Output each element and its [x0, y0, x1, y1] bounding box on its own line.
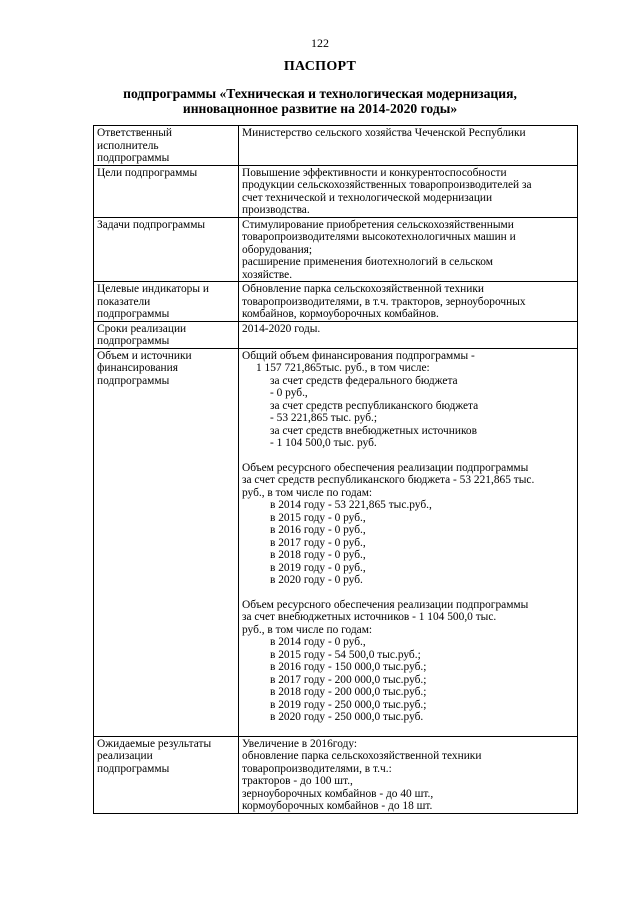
- row-value-line: Стимулирование приобретения сельскохозяйственными: [242, 218, 514, 231]
- row-label-line: подпрограммы: [97, 762, 170, 775]
- paragraph-gap: [242, 587, 574, 599]
- row-value-line: в 2014 году - 0 руб.,: [270, 636, 366, 648]
- row-label-cell: [94, 282, 239, 322]
- passport-row: [94, 126, 578, 166]
- subtitle-line: инновацнонное развитие на 2014-2020 годы»: [182, 101, 458, 116]
- row-value-line: за счет внебюджетных источников - 1 104 500,0 тыс.: [242, 611, 497, 623]
- row-value-line: - 53 221,865 тыс. руб.;: [270, 412, 378, 424]
- row-value-line: Объем ресурсного обеспечения реализации подпрограммы: [242, 598, 529, 611]
- row-value-line: за счет средств республиканского бюджета: [270, 399, 479, 412]
- row-value-line: расширение применения биотехнологий в сельском: [242, 256, 493, 268]
- passport-row: [94, 736, 578, 813]
- row-value-line: в 2014 году - 53 221,865 тыс.руб.,: [270, 499, 432, 511]
- document-subtitle: [70, 86, 570, 116]
- passport-row: [94, 348, 578, 736]
- passport-table-body: [94, 126, 578, 814]
- row-label-line: Сроки реализации: [97, 322, 187, 335]
- row-value-line: в 2018 году - 0 руб.,: [270, 549, 366, 561]
- row-value-cell: [239, 321, 578, 348]
- row-value-line: - 0 руб.,: [270, 387, 308, 399]
- subtitle-line: подпрограммы «Техническая и технологическая модернизация,: [123, 86, 517, 101]
- row-value-line: Повышение эффективности и конкурентоспособности: [242, 166, 507, 179]
- row-label-cell: [94, 165, 239, 217]
- row-value-line: в 2016 году - 0 руб.,: [270, 524, 366, 536]
- row-value-line: Обновление парка сельскохозяйственной техники: [242, 283, 484, 295]
- row-value-line: 1 157 721,865тыс. руб., в том числе:: [256, 362, 430, 374]
- row-value-line: руб., в том числе по годам:: [242, 486, 373, 499]
- row-value-line: в 2020 году - 250 000,0 тыс.руб.: [270, 711, 424, 723]
- row-value-line: Объем ресурсного обеспечения реализации подпрограммы: [242, 461, 529, 474]
- passport-row: [94, 282, 578, 322]
- row-value-line: продукции сельскохозяйственных товаропроизводителей за: [242, 179, 532, 191]
- row-label-line: Объем и источники: [97, 349, 192, 362]
- row-value-cell: [239, 126, 578, 166]
- row-label-line: подпрограммы: [97, 335, 170, 347]
- row-value-cell: [239, 217, 578, 282]
- row-label-line: финансирования: [97, 362, 178, 374]
- page-number: 122: [311, 36, 329, 50]
- row-label-cell: [94, 736, 239, 813]
- row-label-line: подпрограммы: [97, 152, 170, 164]
- row-value-line: за счет средств федерального бюджета: [270, 374, 458, 387]
- passport-row: [94, 217, 578, 282]
- row-label-line: Целевые индикаторы и: [97, 283, 209, 295]
- row-value-line: кормоуборочных комбайнов - до 18 шт.: [242, 800, 433, 812]
- row-label-line: Ожидаемые результаты: [97, 737, 212, 750]
- row-label-line: подпрограммы: [97, 308, 170, 320]
- row-value-line: товаропроизводителями, в т.ч. тракторов, зерноуборочных: [242, 295, 526, 308]
- passport-table: [93, 125, 578, 814]
- row-label-cell: [94, 321, 239, 348]
- row-label-line: исполнитель: [97, 139, 159, 152]
- row-value-line: в 2018 году - 200 000,0 тыс.руб.;: [270, 686, 427, 698]
- row-value-line: счет технической и технологической модернизации: [242, 191, 493, 204]
- row-value-cell: [239, 736, 578, 813]
- row-value-line: комбайнов, кормоуборочных комбайнов.: [242, 308, 439, 320]
- row-label-cell: [94, 348, 239, 736]
- row-label-line: Задачи подпрограммы: [97, 218, 206, 231]
- row-value-line: Министерство сельского хозяйства Чеченской Республики: [242, 127, 526, 139]
- row-value-line: в 2019 году - 0 руб.,: [270, 561, 366, 574]
- row-label-line: реализации: [97, 750, 153, 762]
- row-label-cell: [94, 126, 239, 166]
- row-label-line: подпрограммы: [97, 374, 170, 387]
- row-value-line: за счет средств внебюджетных источников: [270, 424, 477, 437]
- row-value-line: 2014-2020 годы.: [242, 322, 321, 335]
- row-value-line: обновление парка сельскохозяйственной техники: [242, 750, 482, 762]
- row-value-line: зерноуборочных комбайнов - до 40 шт.,: [242, 787, 434, 800]
- row-label-line: Ответственный: [97, 127, 173, 139]
- passport-row: [94, 321, 578, 348]
- row-value-line: товаропроизводителями, в т.ч.:: [242, 762, 392, 775]
- row-value-line: оборудования;: [242, 243, 313, 256]
- row-value-line: за счет средств республиканского бюджета - 53 221,865 тыс.: [242, 474, 535, 486]
- row-value-line: в 2017 году - 0 руб.,: [270, 536, 366, 549]
- row-label-line: Цели подпрограммы: [97, 166, 198, 179]
- row-value-line: тракторов - до 100 шт.,: [242, 775, 353, 787]
- row-value-line: производства.: [242, 204, 310, 216]
- row-value-cell: [239, 165, 578, 217]
- row-value-line: в 2015 году - 0 руб.,: [270, 511, 366, 524]
- row-value-line: в 2017 году - 200 000,0 тыс.руб.;: [270, 673, 427, 686]
- row-label-line: показатели: [97, 295, 151, 308]
- row-value-line: руб., в том числе по годам:: [242, 623, 373, 636]
- row-value-cell: [239, 282, 578, 322]
- row-value-line: хозяйстве.: [242, 268, 293, 281]
- passport-row: [94, 165, 578, 217]
- row-value-line: Увеличение в 2016году:: [242, 737, 358, 750]
- row-value-line: в 2020 году - 0 руб.: [270, 574, 363, 586]
- paragraph-gap: [242, 450, 574, 462]
- row-label-cell: [94, 217, 239, 282]
- row-value-line: Общий объем финансирования подпрограммы -: [242, 349, 475, 362]
- document-title: ПАСПОРТ: [283, 59, 357, 74]
- row-value-line: товаропроизводителями высокотехнологичных машин и: [242, 231, 516, 243]
- row-value-cell: [239, 348, 578, 736]
- row-value-line: - 1 104 500,0 тыс. руб.: [270, 437, 377, 449]
- row-value-line: в 2015 году - 54 500,0 тыс.руб.;: [270, 648, 421, 661]
- row-value-line: в 2019 году - 250 000,0 тыс.руб.;: [270, 698, 427, 711]
- row-value-line: в 2016 году - 150 000,0 тыс.руб.;: [270, 661, 427, 673]
- paragraph-gap: [242, 724, 574, 736]
